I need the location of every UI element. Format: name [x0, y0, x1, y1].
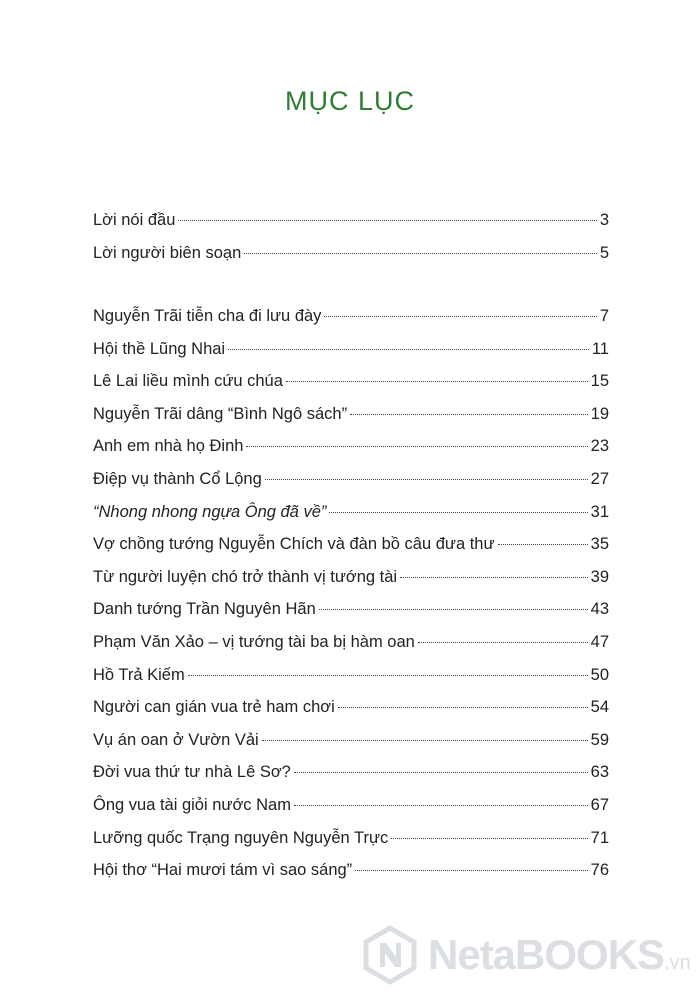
dot-leader — [355, 870, 587, 871]
toc-entry — [93, 463, 609, 496]
toc-entry-title: Lời người biên soạn — [93, 243, 242, 262]
toc-entry-title: Lời nói đầu — [93, 211, 176, 229]
toc-entry — [93, 724, 609, 757]
dot-leader — [324, 316, 596, 317]
toc-entry — [93, 593, 609, 626]
toc-entry-title: Nguyễn Trãi dâng “Bình Ngô sách” — [93, 404, 348, 423]
toc-entry-page: 31 — [590, 502, 609, 521]
toc-entry-title: Phạm Văn Xảo – vị tướng tài ba bị hàm oan — [93, 632, 415, 651]
dot-leader — [178, 220, 596, 221]
toc-entry-page: 19 — [590, 404, 609, 423]
toc-entry-title: Hội thơ “Hai mươi tám vì sao sáng” — [93, 861, 353, 880]
toc-entry-title: Lê Lai liều mình cứu chúa — [93, 372, 283, 391]
watermark-brand: NetaBOOKS — [428, 931, 665, 978]
toc-entry-page: 59 — [590, 730, 609, 749]
dot-leader — [391, 838, 587, 839]
toc-entry-page: 47 — [590, 632, 609, 651]
dot-leader — [319, 609, 588, 610]
dot-leader — [246, 446, 587, 447]
toc-entry-title: Vợ chồng tướng Nguyễn Chích và đàn bồ câu đưa thư — [93, 535, 495, 554]
watermark-suffix: .vn — [664, 952, 691, 974]
dot-leader — [265, 479, 588, 480]
toc-entry-title: Hội thề Lũng Nhai — [93, 339, 226, 358]
toc-entry-page: 63 — [590, 763, 609, 782]
chapter-list — [93, 300, 609, 887]
toc-entry-page: 35 — [590, 535, 609, 554]
toc-entry-page: 5 — [599, 243, 609, 262]
netabooks-logo-icon — [360, 925, 420, 985]
toc-entry-title: Nguyễn Trãi tiễn cha đi lưu đày — [93, 307, 322, 325]
dot-leader — [498, 544, 588, 545]
toc-entry-title: Điệp vụ thành Cổ Lộng — [93, 469, 262, 488]
toc-entry-title: Hồ Trả Kiếm — [93, 665, 185, 684]
dot-leader — [329, 512, 587, 513]
toc-entry-page: 67 — [590, 795, 609, 814]
dot-leader — [338, 707, 588, 708]
toc-entry — [93, 789, 609, 822]
toc-entry — [93, 204, 609, 237]
toc-entry-title: “Nhong nhong ngựa Ông đã về” — [93, 502, 327, 521]
toc-entry-page: 54 — [590, 698, 609, 717]
toc-entry-page: 27 — [590, 469, 609, 488]
dot-leader — [262, 740, 588, 741]
toc-entry — [93, 854, 609, 887]
toc-entry — [93, 691, 609, 724]
page-title: MỤC LỤC — [284, 86, 415, 116]
toc-entry — [93, 659, 609, 692]
dot-leader — [244, 253, 597, 254]
toc-entry-title: Vụ án oan ở Vườn Vải — [93, 730, 259, 749]
toc-entry-page: 23 — [590, 437, 609, 456]
toc-entry — [93, 528, 609, 561]
toc-entry — [93, 398, 609, 431]
toc-entry — [93, 333, 609, 366]
dot-leader — [188, 675, 588, 676]
toc-entry-page: 3 — [599, 211, 609, 229]
toc-entry-page: 39 — [590, 567, 609, 586]
dot-leader — [400, 577, 588, 578]
netabooks-watermark — [360, 920, 695, 990]
toc-entry-page: 50 — [590, 665, 609, 684]
toc-entry — [93, 561, 609, 594]
toc-entry — [93, 237, 609, 270]
toc-entry-title: Ông vua tài giỏi nước Nam — [93, 795, 291, 814]
dot-leader — [294, 805, 588, 806]
toc-entry-title: Đời vua thứ tư nhà Lê Sơ? — [93, 763, 291, 782]
toc-entry — [93, 365, 609, 398]
dot-leader — [228, 349, 589, 350]
toc-entry-title: Từ người luyện chó trở thành vị tướng tài — [93, 567, 398, 586]
toc-entry — [93, 756, 609, 789]
toc-entry-title: Anh em nhà họ Đinh — [93, 437, 244, 456]
toc-entry — [93, 626, 609, 659]
front-matter-list — [93, 204, 609, 269]
toc-entry — [93, 822, 609, 855]
toc-entry-page: 7 — [599, 307, 609, 325]
toc-entry-page: 76 — [590, 861, 609, 880]
toc-entry-title: Người can gián vua trẻ ham chơi — [93, 698, 335, 717]
toc-entry-page: 11 — [591, 339, 609, 358]
dot-leader — [294, 772, 588, 773]
toc-entry-title: Danh tướng Trần Nguyên Hãn — [93, 600, 316, 619]
toc-entry-page: 43 — [590, 600, 609, 619]
toc-entry-title: Lưỡng quốc Trạng nguyên Nguyễn Trực — [93, 828, 389, 847]
dot-leader — [350, 414, 588, 415]
toc-entry — [93, 496, 609, 529]
dot-leader — [418, 642, 588, 643]
toc-entry-page: 15 — [590, 372, 609, 391]
watermark-text — [428, 931, 691, 979]
toc-entry — [93, 300, 609, 333]
toc-entry — [93, 430, 609, 463]
toc-entry-page: 71 — [590, 828, 609, 847]
dot-leader — [286, 381, 588, 382]
